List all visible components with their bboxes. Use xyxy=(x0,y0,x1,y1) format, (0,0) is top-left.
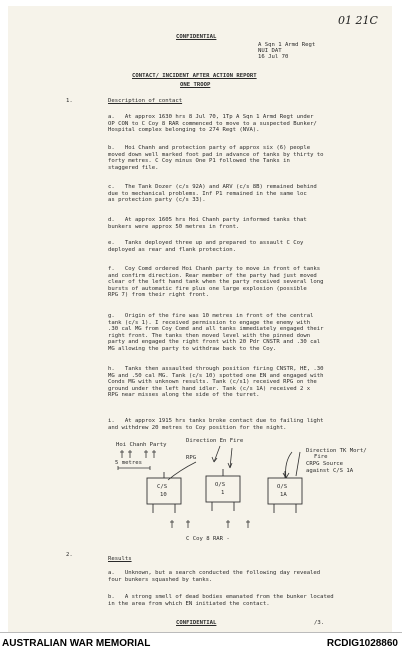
section-1-heading: Description of contact xyxy=(108,98,183,104)
tank-right-label-number: 1A xyxy=(280,492,287,498)
paragraph-d: d. At approx 1605 hrs Hoi Chanh party informed tanks that bunkers were approx 50 metres in front. xyxy=(108,217,307,230)
next-page-marker: /3. xyxy=(314,620,325,626)
section-1-number: 1. xyxy=(66,98,73,104)
classification-bottom: CONFIDENTIAL xyxy=(176,620,217,626)
tank-right-label-cs: O/S xyxy=(277,484,288,490)
archive-footer-bar xyxy=(0,632,402,655)
footer-record-id: RCDIG1028860 xyxy=(326,638,398,649)
five-metre-scale-bracket xyxy=(118,466,150,470)
paragraph-f: f. Coy Comd ordered Hoi Chanh party to move in front of tanks and confirm direction. Rear member of the party had just moved clear of the left hand tank when the party received several long bursts of automatic fire plus one large explosion (possible RPG 7) from their right front. xyxy=(108,266,324,299)
label-five-metres: 5 metres xyxy=(115,460,142,466)
section-2-number: 2. xyxy=(66,552,73,558)
result-b: b. A strong smell of dead bodies emanated from the bunker located in the area from which EN initiated the contact. xyxy=(108,594,334,607)
paragraph-i: i. At approx 1915 hrs tanks broke contact due to failing light and withdrew 20 metres to Coy position for the night. xyxy=(108,418,324,431)
header-location: NUI DAT xyxy=(258,48,282,54)
hoi-chanh-party-marks xyxy=(120,450,156,458)
label-direction-en-fire: Direction En Fire xyxy=(186,438,244,444)
report-title: CONTACT/ INCIDENT AFTER ACTION REPORT xyxy=(132,73,257,79)
infantry-marks xyxy=(170,520,250,528)
tank-mid-label-number: 1 xyxy=(221,490,225,496)
paragraph-h: h. Tanks then assaulted through position firing CNSTR, HE, .30 MG and .50 cal MG. Tank (c/s 10) spotted one EN and engaged with Conds MG with unknown results. Tank (c/s1) received RPG on the ground under the left hand idler. Tank (c/s 1A) received 2 x RPG near misses along the side of the turret. xyxy=(108,366,324,399)
label-rpg: RPG xyxy=(186,455,197,461)
label-hoi-chanh-party: Hoi Chanh Party xyxy=(116,442,167,448)
footer-archive-name: AUSTRALIAN WAR MEMORIAL xyxy=(2,638,151,649)
label-crpg-source: CRPG Source xyxy=(306,461,344,467)
label-direction-tk-mort: Direction TK Mort/ xyxy=(306,448,367,454)
header-date: 16 Jul 70 xyxy=(258,54,289,60)
enemy-fire-arrows xyxy=(168,446,300,480)
paragraph-g: g. Origin of the fire was 10 metres in front of the central tank (c/s 1). I received permission to engage the enemy with .30 cal MG from Coy Comd and all tanks immediately engaged their right front. The tanks then moved level with the pinned down party and engaged the right front with 20 Pdr CNSTR and .30 cal MG allowing the party to withdraw back to the Coy. xyxy=(108,313,324,352)
tank-left-label-number: 10 xyxy=(160,492,167,498)
tank-left-label-cs: C/S xyxy=(157,484,168,490)
handwritten-folio-note: 01 21C xyxy=(338,14,378,27)
report-subtitle: ONE TROOP xyxy=(180,82,211,88)
classification-top: CONFIDENTIAL xyxy=(176,34,217,40)
paragraph-b: b. Hoi Chanh and protection party of approx six (6) people moved down well marked foot pad in advance of tanks by thirty to forty metres. C Coy minus One P1 followed the Tanks in staggered file. xyxy=(108,145,324,171)
label-c-coy: C Coy 8 RAR - xyxy=(186,536,230,542)
paragraph-a: a. At approx 1630 hrs 8 Jul 70, 1Tp A Sqn 1 Armd Regt under OP CON to C Coy 8 RAR commenced to move to a suspected Bunker/ Hospital complex belonging to 274 Regt (NVA). xyxy=(108,114,317,134)
paragraph-c: c. The Tank Dozer (c/s 92A) and ARV (c/s 8B) remained behind due to mechanical problems. Inf P1 remained in the same loc as protection party (c/s 33). xyxy=(108,184,317,204)
label-fire: Fire xyxy=(314,454,328,460)
label-against-cs-1a: against C/S 1A xyxy=(306,468,354,474)
tank-mid-label-cs: O/S xyxy=(215,482,226,488)
header-unit: A Sqn 1 Armd Regt xyxy=(258,42,316,48)
section-2-heading: Results xyxy=(108,556,132,562)
result-a: a. Unknown, but a search conducted the following day revealed four bunkers squashed by tanks. xyxy=(108,570,321,583)
paragraph-e: e. Tanks deployed three up and prepared to assault C Coy deployed as rear and flank protection. xyxy=(108,240,304,253)
